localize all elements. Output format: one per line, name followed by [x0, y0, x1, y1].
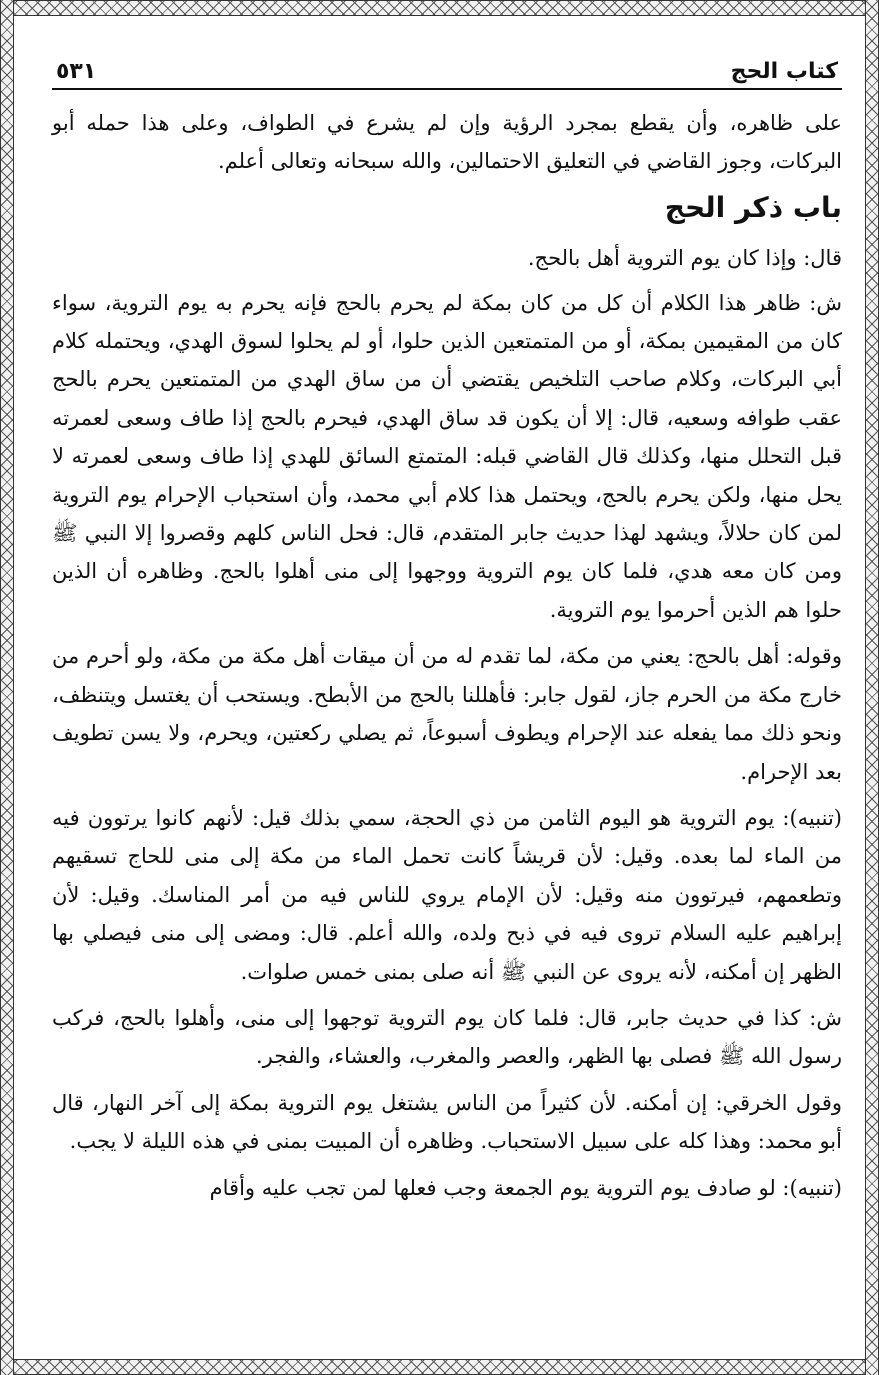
sharh-paragraph: ش: ظاهر هذا الكلام أن كل من كان بمكة لم يحرم بالحج فإنه يحرم به يوم التروية، سواء كان من المقيمين بمكة، أو من المتمتعين الذين حلوا، أو لم يحلوا لسوق الهدي، ويحتمله كلام أبي البركات، وكلام صاحب التلخيص يقتضي أن من ساق الهدي من المتمتعين يحرم بالحج عقب طوافه وسعيه، قال: إلا أن يكون قد ساق الهدي، فيحرم بالحج إذا طاف وسعى لعمرته قبل التحلل منها، وكذلك قال القاضي قبله: المتمتع السائق للهدي إذا طاف وسعى لعمرته لا يحل منها، ولكن يحرم بالحج، ويحتمل هذا كلام أبي محمد، وأن استحباب الإحرام يوم التروية لمن كان حلالاً، ويشهد لهذا حديث جابر المتقدم، قال: فحل الناس كلهم وقصروا إلا النبي ﷺ ومن كان معه هدي، فلما كان يوم التروية ووجهوا إلى منى أهلوا بالحج. وظاهره أن الذين حلوا هم الذين أحرموا يوم التروية.	[52, 290, 842, 622]
book-title: كتاب الحج	[730, 59, 838, 84]
matn-paragraph: قال: وإذا كان يوم التروية أهل بالحج.	[527, 246, 842, 271]
running-header	[52, 40, 842, 90]
ornamental-border-right	[865, 0, 879, 1375]
book-page	[52, 40, 842, 1215]
ornamental-border-bottom	[0, 1359, 879, 1375]
sharh-paragraph: ش: كذا في حديث جابر، قال: فلما كان يوم التروية توجهوا إلى منى، وأهلوا بالحج، فركب رسول الله ﷺ فصلى بها الظهر، والعصر والمغرب، والعشاء، والفجر.	[52, 1005, 842, 1069]
ornamental-border-left	[0, 0, 14, 1375]
tanbih-paragraph: (تنبيه): لو صادف يوم التروية يوم الجمعة وجب فعلها لمن تجب عليه وأقام	[209, 1175, 842, 1200]
page-body	[52, 104, 842, 1207]
paragraph-intro: على ظاهره، وأن يقطع بمجرد الرؤية وإن لم يشرع في الطواف، وعلى هذا حمله أبو البركات، وجوز القاضي في التعليق الاحتمالين، والله سبحانه وتعالى أعلم.	[52, 111, 842, 174]
chapter-title: باب ذكر الحج	[664, 190, 842, 224]
paragraph: وقوله: أهل بالحج: يعني من مكة، لما تقدم له من أن ميقات أهل مكة من مكة، ولو أحرم من خارج مكة من الحرم جاز، لقول جابر: فأهللنا بالحج من الأبطح. ويستحب أن يغتسل ويتنظف، ونحو ذلك مما يفعله عند الإحرام ويطوف أسبوعاً، ثم يصلي ركعتين، ويحرم، ولا يسن تطويف بعد الإحرام.	[52, 644, 842, 784]
paragraph: وقول الخرقي: إن أمكنه. لأن كثيراً من الناس يشتغل يوم التروية بمكة إلى آخر النهار، قال أبو محمد: وهذا كله على سبيل الاستحباب. وظاهره أن المبيت بمنى في هذه الليلة لا يجب.	[52, 1090, 842, 1154]
page-number: ٥٣١	[56, 59, 97, 84]
tanbih-paragraph: (تنبيه): يوم التروية هو اليوم الثامن من ذي الحجة، سمي بذلك قيل: لأنهم كانوا يرتوون فيه من الماء لما بعده. وقيل: لأن قريشاً كانت تحمل الماء من مكة إلى منى للحاج تسقيهم وتطعمهم، فيرتوون منه وقيل: لأن الإمام يروي للناس فيه من أمر المناسك. وقيل: لأن إبراهيم عليه السلام تروى فيه في ذبح ولده، والله أعلم. قال: ومضى إلى منى فيصلي بها الظهر إن أمكنه، لأنه يروى عن النبي ﷺ أنه صلى بمنى خمس صلوات.	[52, 805, 842, 984]
ornamental-border-top	[0, 0, 879, 16]
